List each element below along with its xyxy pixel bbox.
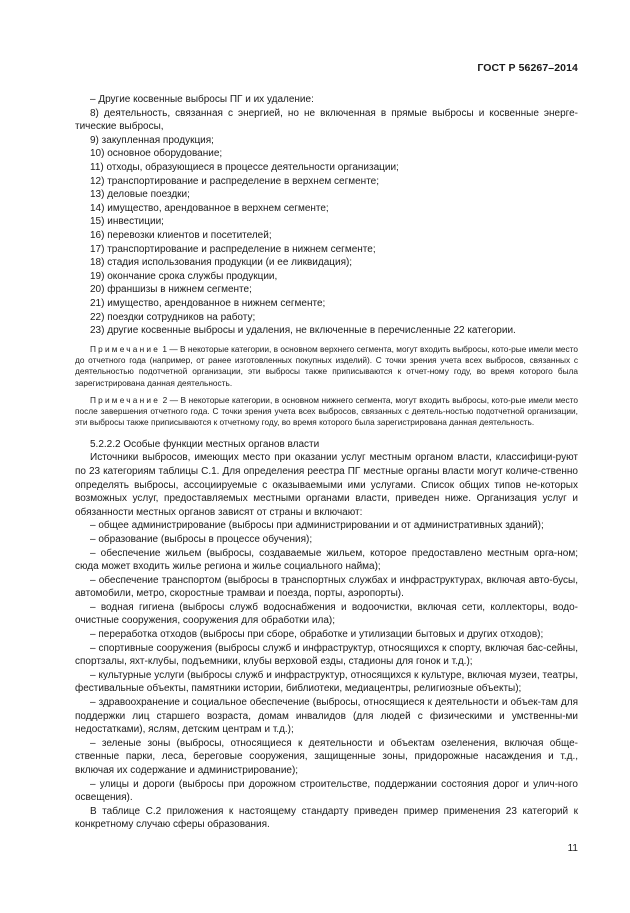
list-item: 16) перевозки клиентов и посетителей; (90, 229, 272, 241)
note-1 (75, 344, 578, 389)
closing-paragraph: В таблице С.2 приложения к настоящему стандарту приведен пример применения 23 категорий к конкретному случаю сферы образования. (75, 805, 578, 831)
list-item: 11) отходы, образующиеся в процессе деятельности организации; (90, 161, 399, 173)
list-item: – водная гигиена (выбросы служб водоснабжения и водоочистки, включая сети, коллекторы, водо-очистные сооружения, сооружения для обработки ила); (75, 601, 578, 627)
list-item: – общее администрирование (выбросы при администрировании и от административных зданий); (90, 520, 544, 532)
list-item: 8) деятельность, связанная с энергией, но не включенная в прямые выбросы и косвенные энерге-тические выбросы, (75, 107, 578, 133)
list-item: – зеленые зоны (выбросы, относящиеся к деятельности и объектам озеленения, включая обще-ственные парки, леса, береговые сооружения, защищенные зоны, придорожные насаждения и т.д., включая их содержание и администрирование); (75, 737, 578, 777)
section-heading: 5.2.2.2 Особые функции местных органов власти (90, 438, 320, 450)
list-item: – обеспечение жильем (выбросы, создаваемые жильем, которое предоставлено местным орга-ном; сюда может входить жилье региона и жилье социального найма); (75, 547, 578, 573)
emissions-category-list (75, 93, 578, 338)
note-text: 1 — В некоторые категории, в основном верхнего сегмента, могут входить выбросы, кото-рые имели место до отчетного года (например, от ранее изготовленных покупных изделий). С точки зрения учета всех выбросов, связанных с деятельностью подотчетной организации, эти выбросы также приписываются к отчет-ному году, во время которого была зарегистрирована данная деятельность. (75, 343, 578, 388)
note-text: 2 — В некоторые категории, в основном нижнего сегмента, могут входить выбросы, кото-рые имели место после завершения отчетного года. С точки зрения учета всех выбросов, связанных с деятель-ностью подотчетной организации, эти выбросы также приписываются к отчетному году, во время которого была зарегистрирована данная деятельность. (75, 394, 578, 428)
list-item: – здравоохранение и социальное обеспечение (выбросы, относящиеся к деятельности и объек-там для поддержки лиц старшего возраста, домам инвалидов (для людей с физическими и умственны-ми недостатками), яслям, детским центрам и т.д.); (75, 697, 578, 736)
list-item: 20) франшизы в нижнем сегменте; (90, 284, 252, 296)
note-label: Примечание (90, 343, 161, 354)
list-item: 14) имущество, арендованное в верхнем сегменте; (90, 202, 329, 214)
list-item: 12) транспортирование и распределение в верхнем сегменте; (90, 175, 380, 187)
list-item: 9) закупленная продукция; (90, 134, 214, 146)
note-2 (75, 395, 578, 429)
list-item: 19) окончание срока службы продукции, (90, 270, 278, 282)
section-intro: Источники выбросов, имеющих место при оказании услуг местным органом власти, классифици-руют по 23 категориям таблицы С.1. Для определения реестра ПГ местные органы власти могут количе-ственно определять выбросы, ассоциируемые с оказываемыми ими услугами. Список общих типов не-которых возможных услуг, предоставляемых местными органами власти, приведен ниже. Организация услуг и обязанности местных органов зависят от страны и включают: (75, 452, 578, 518)
list-item: 13) деловые поездки; (90, 189, 190, 201)
services-list (75, 519, 578, 804)
list-item: – переработка отходов (выбросы при сборе, обработке и утилизации бытовых и других отходов); (90, 629, 544, 641)
list-item: – улицы и дороги (выбросы при дорожном строительстве, поддержании состояния дорог и улич-ного освещения). (75, 778, 578, 804)
page-number: 11 (567, 843, 578, 854)
list-item: – культурные услуги (выбросы служб и инфраструктур, относящихся к культуре, включая музеи, театры, фестивальные объекты, памятники истории, библиотеки, медиацентры, религиозные объекты); (75, 669, 578, 695)
list-item: 15) инвестиции; (90, 216, 164, 228)
list-item: 21) имущество, арендованное в нижнем сегменте; (90, 297, 326, 309)
list-item: – спортивные сооружения (выбросы служб и инфраструктур, относящихся к спорту, включая бас-сейны, спортзалы, яхт-клубы, подъемники, клубы верховой езды, стадионы для гонок и т.д.); (75, 642, 578, 668)
list-item: 22) поездки сотрудников на работу; (90, 311, 256, 323)
list-item: 10) основное оборудование; (90, 148, 223, 160)
list-item: 18) стадия использования продукции (и ее ликвидация); (90, 257, 353, 269)
document-code: ГОСТ Р 56267–2014 (477, 62, 578, 74)
list-item: 23) другие косвенные выбросы и удаления, не включенные в перечисленные 22 категории. (90, 325, 516, 337)
list-item: 17) транспортирование и распределение в нижнем сегменте; (90, 243, 376, 255)
list-item: – Другие косвенные выбросы ПГ и их удаление: (90, 94, 314, 105)
note-label: Примечание (90, 394, 161, 405)
page-body (75, 93, 578, 832)
list-item: – обеспечение транспортом (выбросы в транспортных службах и инфраструктурах, включая авто-бусы, автомобили, метро, скоростные трамваи и поезда, порты, аэропорты). (75, 574, 578, 600)
list-item: – образование (выбросы в процессе обучения); (90, 533, 313, 545)
